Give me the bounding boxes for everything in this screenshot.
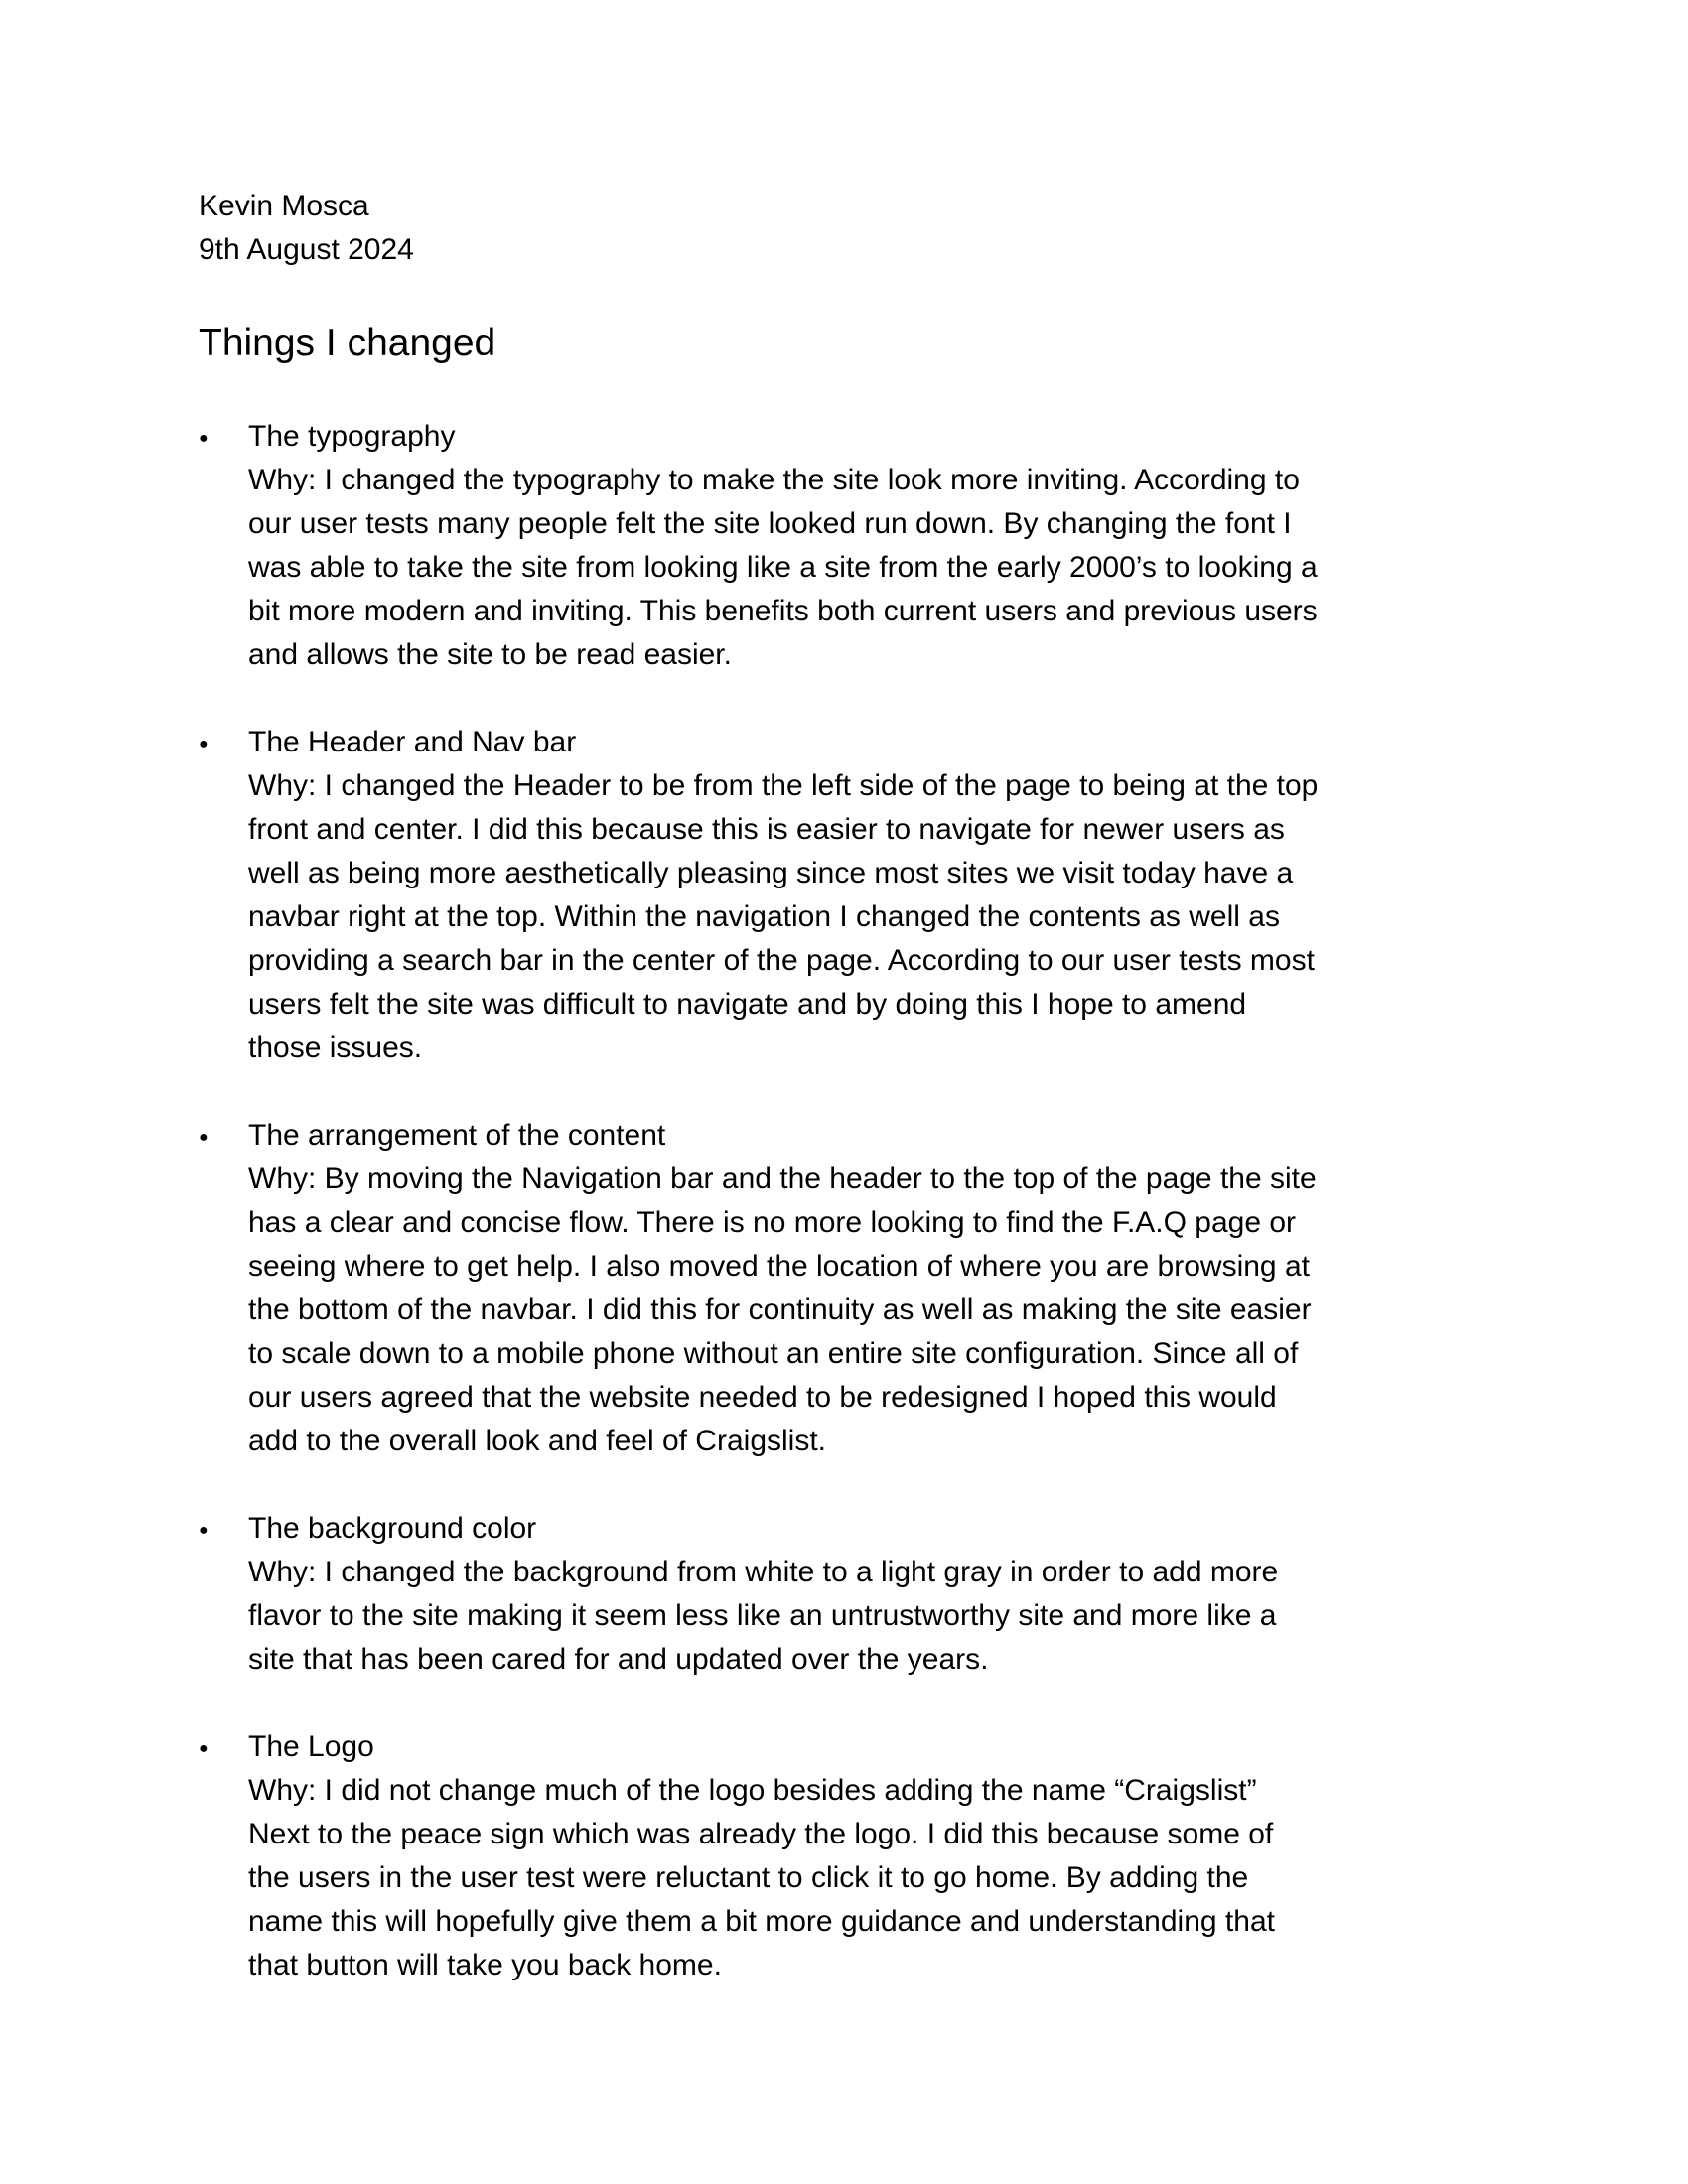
item-title: The Header and Nav bar (248, 726, 577, 758)
bullet-icon: ● (199, 430, 209, 447)
bullet-icon: ● (199, 736, 209, 752)
list-item-content (248, 415, 1489, 677)
list-item-content (248, 1114, 1489, 1463)
page-title: Things I changed (199, 322, 496, 364)
list-item (199, 1507, 1489, 1682)
item-body: Why: I changed the Header to be from the left side of the page to being at the top front and center. I did this because this is easier to navigate for newer users as well as being more aesthetically pleasing since most sites we visit today have a navbar right at the top. Within the navigation I changed the contents as well as providing a search bar in the center of the page. According to our user tests most users felt the site was difficult to navigate and by doing this I hope to amend those issues. (248, 769, 1319, 1064)
list-item-content (248, 721, 1489, 1070)
list-item (199, 1114, 1489, 1463)
list-item (199, 721, 1489, 1070)
list-item-content (248, 1725, 1489, 1987)
item-title: The background color (248, 1512, 537, 1545)
item-body: Why: By moving the Navigation bar and the header to the top of the page the site has a clear and concise flow. There is no more looking to find the F.A.Q page or seeing where to get help. I also moved the location of where you are browsing at the bottom of the navbar. I did this for continuity as well as making the site easier to scale down to a mobile phone without an entire site configuration. Since all of our users agreed that the website needed to be redesigned I hoped this would add to the overall look and feel of Craigslist. (248, 1162, 1317, 1457)
author-line: Kevin Mosca (199, 190, 369, 222)
changes-list (199, 415, 1489, 1987)
bullet-icon: ● (199, 1129, 209, 1146)
item-body: Why: I did not change much of the logo besides adding the name “Craigslist” Next to the peace sign which was already the logo. I did this because some of the users in the user test were reluctant to click it to go home. By adding the name this will hopefully give them a bit more guidance and understanding that that button will take you back home. (248, 1774, 1275, 1981)
list-item (199, 415, 1489, 677)
bullet-icon: ● (199, 1740, 209, 1757)
list-item (199, 1725, 1489, 1987)
item-body: Why: I changed the background from white to a light gray in order to add more flavor to the site making it seem less like an untrustworthy site and more like a site that has been cared for and updated over the years. (248, 1556, 1279, 1676)
list-item-content (248, 1507, 1489, 1682)
item-body: Why: I changed the typography to make the site look more inviting. According to our user tests many people felt the site looked run down. By changing the font I was able to take the site from looking like a site from the early 2000’s to looking a bit more modern and inviting. This benefits both current users and previous users and allows the site to be read easier. (248, 464, 1318, 671)
bullet-icon: ● (199, 1522, 209, 1539)
item-title: The arrangement of the content (248, 1119, 666, 1152)
item-title: The typography (248, 420, 456, 453)
date-line: 9th August 2024 (199, 233, 414, 266)
item-title: The Logo (248, 1730, 374, 1763)
